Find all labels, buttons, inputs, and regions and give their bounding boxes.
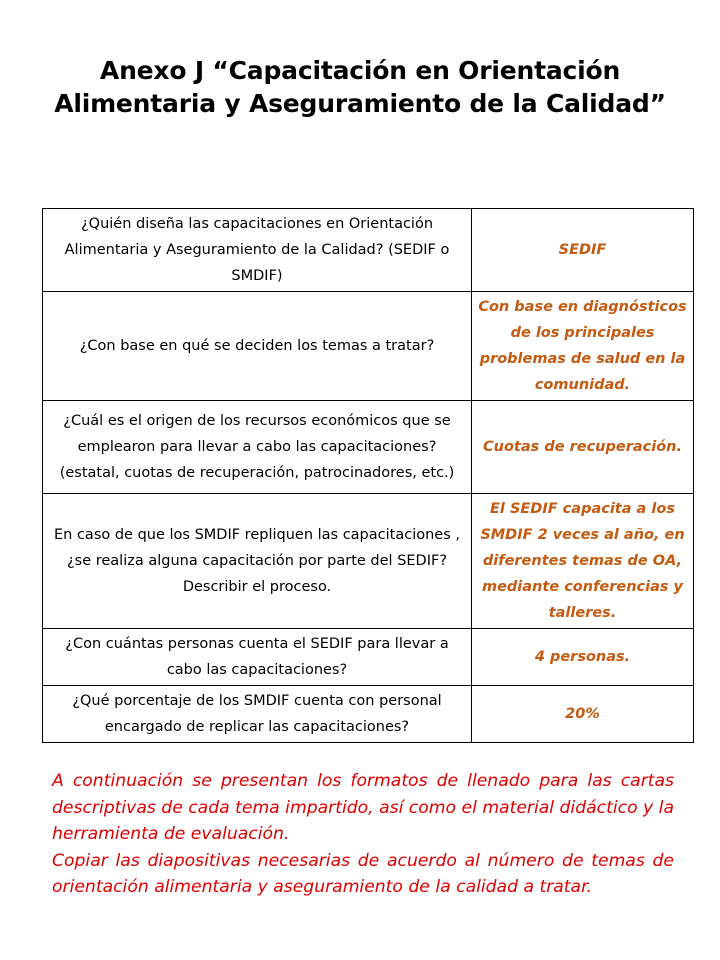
qa-table [42,208,694,743]
answer-cell: Cuotas de recuperación. [472,401,694,494]
table-row [43,494,694,629]
table-row [43,686,694,743]
question-cell: ¿Con base en qué se deciden los temas a tratar? [43,292,472,401]
answer-cell: El SEDIF capacita a los SMDIF 2 veces al año, en diferentes temas de OA, mediante conferencias y talleres. [472,494,694,629]
instructions-note [52,768,674,901]
note-paragraph-copy-slides: Copiar las diapositivas necesarias de acuerdo al número de temas de orientación alimentaria y aseguramiento de la calidad a tratar. [52,850,674,897]
title-line-2: Alimentaria y Aseguramiento de la Calidad” [54,89,666,118]
question-cell: En caso de que los SMDIF repliquen las capacitaciones , ¿se realiza alguna capacitación por parte del SEDIF? Describir el proceso. [43,494,472,629]
answer-cell: 20% [472,686,694,743]
question-cell: ¿Quién diseña las capacitaciones en Orientación Alimentaria y Aseguramiento de la Calidad? (SEDIF o SMDIF) [43,209,472,292]
question-cell: ¿Cuál es el origen de los recursos económicos que se emplearon para llevar a cabo las capacitaciones? (estatal, cuotas de recuperación, patrocinadores, etc.) [43,401,472,494]
table-row [43,629,694,686]
answer-cell: SEDIF [472,209,694,292]
page-title [40,54,680,120]
note-paragraph-formats: A continuación se presentan los formatos de llenado para las cartas descriptivas de cada tema impartido, así como el material didáctico y la herramienta de evaluación. [52,771,674,844]
table-row [43,209,694,292]
table-row [43,401,694,494]
question-cell: ¿Con cuántas personas cuenta el SEDIF para llevar a cabo las capacitaciones? [43,629,472,686]
answer-cell: Con base en diagnósticos de los principales problemas de salud en la comunidad. [472,292,694,401]
question-cell: ¿Qué porcentaje de los SMDIF cuenta con personal encargado de replicar las capacitaciones? [43,686,472,743]
answer-cell: 4 personas. [472,629,694,686]
table-row [43,292,694,401]
title-line-1: Anexo J “Capacitación en Orientación [99,56,621,85]
